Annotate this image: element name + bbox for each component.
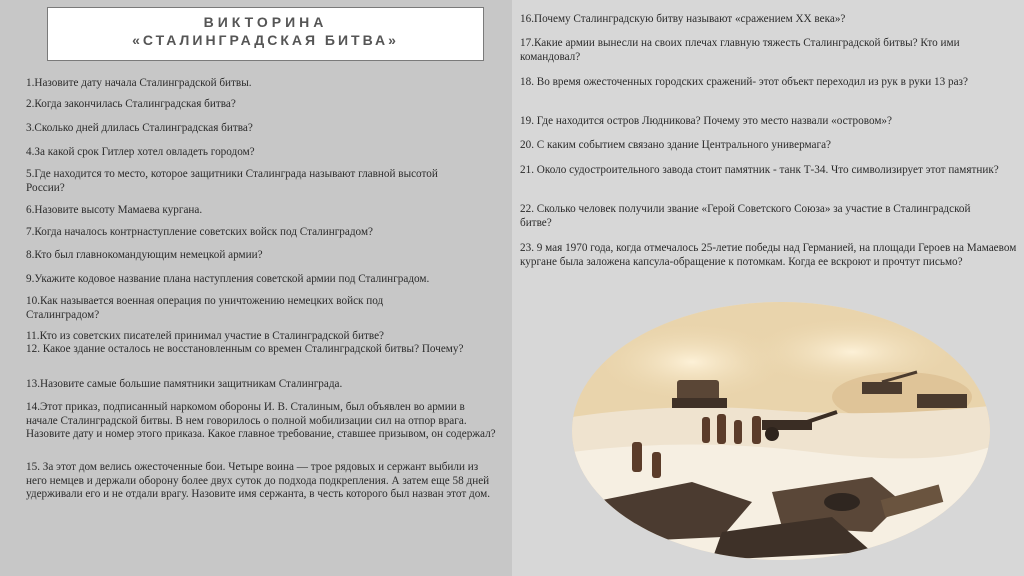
question-13: 13.Назовите самые большие памятники защитникам Сталинграда.	[26, 378, 343, 390]
question-15: 15. За этот дом велись ожесточенные бои. Четыре воина — трое рядовых и сержант выбили из него немцев и держали оборону более двух суток до подхода подкрепления. А затем еще 58 дней удерживали его и не отдали врагу. Назовите имя сержанта, в честь которого был назван этот дом.	[26, 461, 490, 500]
question-1: 1.Назовите дату начала Сталинградской битвы.	[26, 77, 252, 89]
question-14: 14.Этот приказ, подписанный наркомом обороны И. В. Сталиным, был объявлен во армии в начале Сталинградской битвы. В нем говорилось о полной мобилизации сил на отпор врага. Назовите дату и номер этого приказа. Какое главное требование, ставшее призывом, он содержал?	[26, 401, 496, 440]
question-22: 22. Сколько человек получили звание «Герой Советского Союза» за участие в Сталинградской битве?	[520, 203, 971, 229]
quiz-title: ВИКТОРИНА	[203, 14, 328, 30]
question-16: 16.Почему Сталинградскую битву называют «сражением XX века»?	[520, 13, 846, 25]
question-23: 23. 9 мая 1970 года, когда отмечалось 25-летие победы над Германией, на площади Героев на Мамаевом кургане была заложена капсула-обращение к потомкам. Когда ее вскроют и прочтут письмо?	[520, 242, 1017, 268]
question-11: 11.Кто из советских писателей принимал участие в Сталинградской битве?	[26, 330, 385, 342]
question-4: 4.За какой срок Гитлер хотел овладеть городом?	[26, 146, 255, 158]
battle-scene-illustration	[572, 302, 990, 560]
question-18: 18. Во время ожесточенных городских сражений- этот объект переходил из рук в руки 13 раз?	[520, 76, 968, 88]
quiz-title-box	[47, 7, 484, 61]
question-3: 3.Сколько дней длилась Сталинградская битва?	[26, 122, 253, 134]
question-5: 5.Где находится то место, которое защитники Сталинграда называют главной высотой России?	[26, 168, 438, 194]
quiz-subtitle: «СТАЛИНГРАДСКАЯ БИТВА»	[132, 32, 399, 48]
question-10: 10.Как называется военная операция по уничтожению немецких войск под Сталинградом?	[26, 295, 384, 321]
battle-painting-image	[572, 302, 990, 560]
question-8: 8.Кто был главнокомандующим немецкой армии?	[26, 249, 263, 261]
question-20: 20. С каким событием связано здание Центрального универмага?	[520, 139, 832, 151]
question-9: 9.Укажите кодовое название плана наступления советской армии под Сталинградом.	[26, 273, 430, 285]
question-6: 6.Назовите высоту Мамаева кургана.	[26, 204, 203, 216]
question-19: 19. Где находится остров Людникова? Почему это место назвали «островом»?	[520, 115, 892, 127]
question-21: 21. Около судостроительного завода стоит памятник - танк Т-34. Что символизирует этот памятник?	[520, 164, 999, 176]
question-7: 7.Когда началось контрнаступление советских войск под Сталинградом?	[26, 226, 373, 238]
question-2: 2.Когда закончилась Сталинградская битва?	[26, 98, 236, 110]
question-17: 17.Какие армии вынесли на своих плечах главную тяжесть Сталинградской битвы? Кто ими командовал?	[520, 37, 960, 63]
question-12: 12. Какое здание осталось не восстановленным со времен Сталинградской битвы? Почему?	[26, 343, 464, 355]
